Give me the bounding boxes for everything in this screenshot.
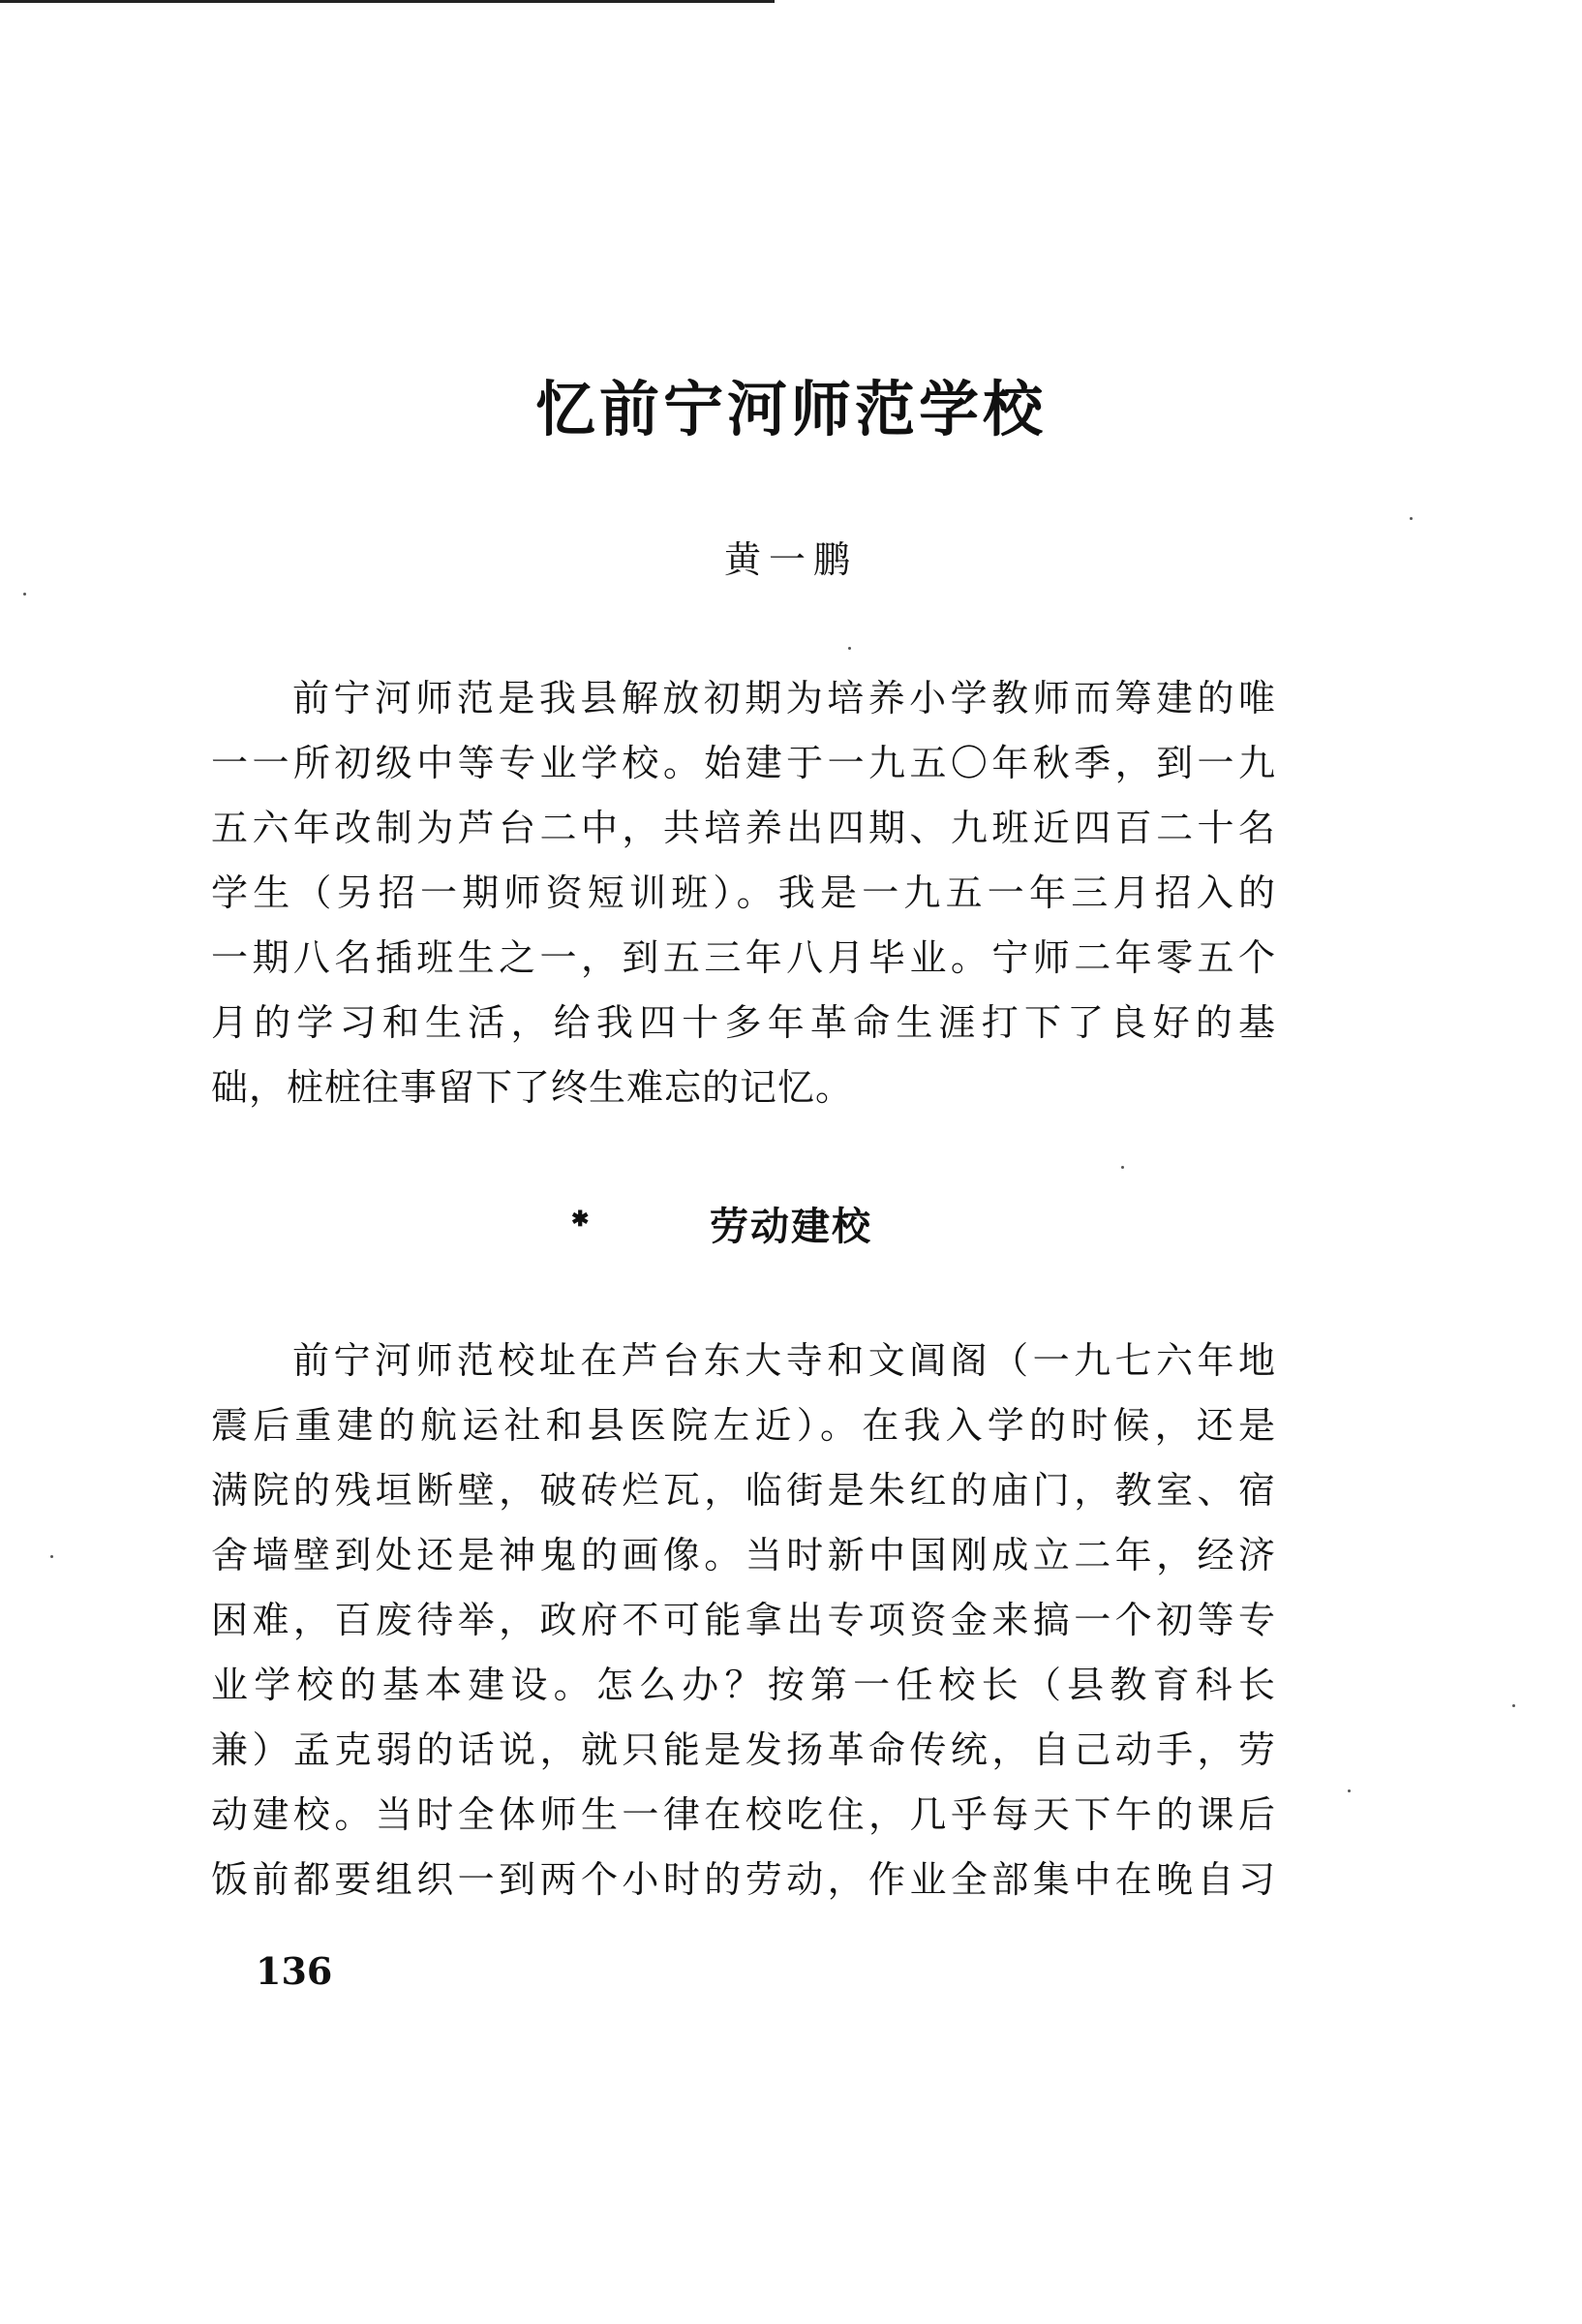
page-title: 忆前宁河师范学校 — [534, 374, 1047, 444]
scan-speck — [1348, 1789, 1351, 1792]
author-name: 黄一鹏 — [723, 538, 858, 581]
text-line: 震后重建的航运社和县医院左近）。在我入学的时候，还是 — [211, 1404, 1276, 1447]
text-line: 动建校。当时全体师生一律在校吃住，几乎每天下午的课后 — [211, 1793, 1276, 1836]
text-line: 五六年改制为芦台二中，共培养出四期、九班近四百二十名 — [211, 807, 1276, 849]
text-line: 一一所初级中等专业学校。始建于一九五〇年秋季，到一九 — [211, 742, 1276, 784]
text-line: 业学校的基本建设。怎么办？按第一任校长（县教育科长 — [211, 1664, 1276, 1706]
text-line: 学生（另招一期师资短训班）。我是一九五一年三月招入的 — [211, 872, 1276, 914]
scan-speck — [848, 647, 851, 650]
top-rule — [0, 0, 775, 3]
section-bullet-mark: ✱ — [571, 1207, 590, 1232]
text-line: 前宁河师范校址在芦台东大寺和文阊阁（一九七六年地 — [292, 1339, 1276, 1382]
scan-speck — [1121, 1166, 1124, 1169]
text-line: 一期八名插班生之一，到五三年八月毕业。宁师二年零五个 — [211, 936, 1276, 979]
scan-speck — [1410, 517, 1413, 520]
scan-speck — [23, 593, 26, 596]
scan-speck — [50, 1555, 53, 1558]
paragraph-intro — [211, 666, 1276, 1120]
text-line: 础，桩桩往事留下了终生难忘的记忆。 — [211, 1066, 854, 1109]
text-line: 满院的残垣断壁，破砖烂瓦，临街是朱红的庙门，教室、宿 — [211, 1469, 1276, 1512]
scan-speck — [1512, 1704, 1515, 1707]
section-heading: 劳动建校 — [710, 1204, 872, 1249]
text-line: 饭前都要组织一到两个小时的劳动，作业全部集中在晚自习 — [211, 1858, 1276, 1901]
text-line: 舍墙壁到处还是神鬼的画像。当时新中国刚成立二年，经济 — [211, 1534, 1276, 1576]
paragraph-labor — [211, 1329, 1276, 1912]
text-line: 月的学习和生活，给我四十多年革命生涯打下了良好的基 — [211, 1001, 1276, 1044]
text-line: 前宁河师范是我县解放初期为培养小学教师而筹建的唯 — [292, 677, 1276, 719]
text-line: 困难，百废待举，政府不可能拿出专项资金来搞一个初等专 — [211, 1599, 1276, 1641]
text-line: 兼）孟克弱的话说，就只能是发扬革命传统，自己动手，劳 — [211, 1728, 1276, 1771]
page-number: 136 — [256, 1949, 333, 1993]
